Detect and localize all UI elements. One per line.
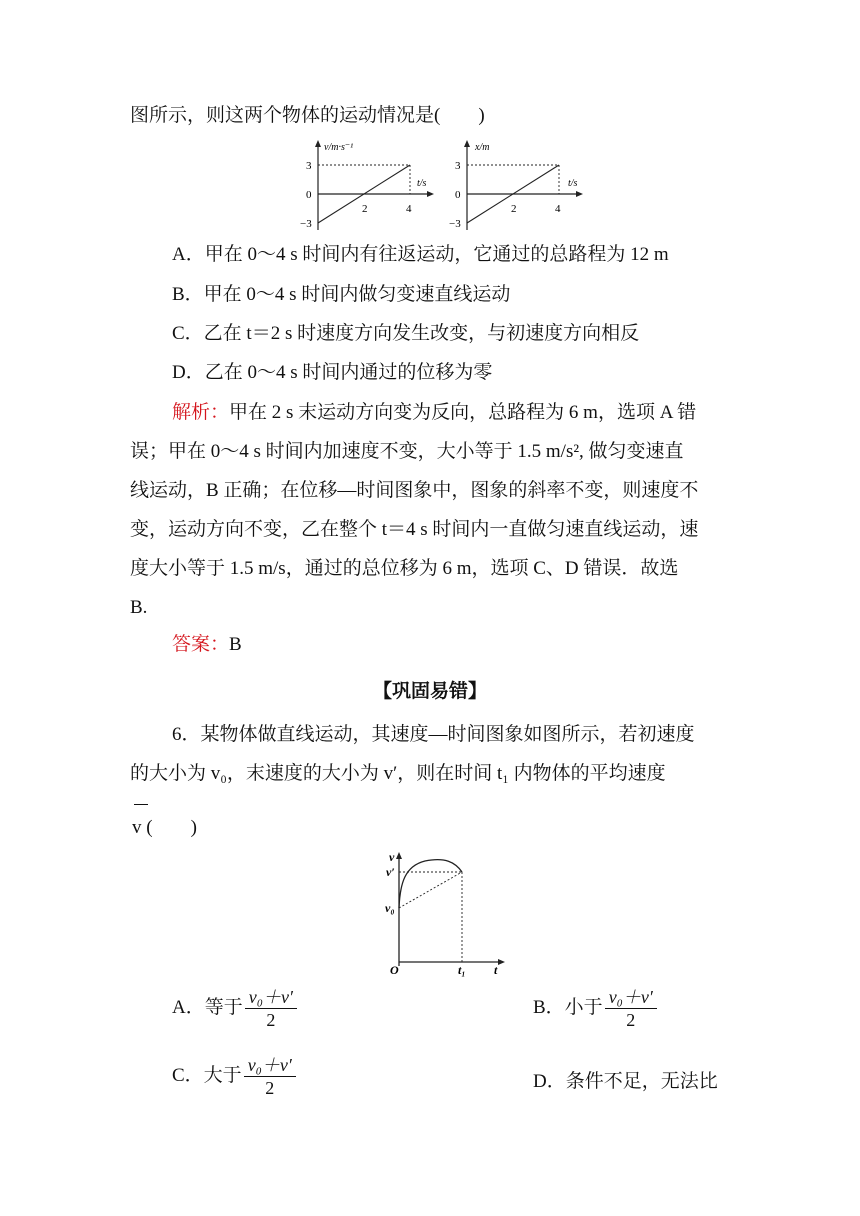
q6-graph-ytick-v0: v₀	[385, 901, 395, 915]
q5-graphs	[0, 138, 860, 238]
q5-option-b: B．甲在 0～4 s 时间内做匀变速直线运动	[172, 284, 511, 305]
q6-stem-line-2: 的大小为 v₀，末速度的大小为 v′，则在时间 t₁ 内物体的平均速度	[130, 763, 666, 784]
q6-graph-ytick-vprime: v′	[386, 865, 395, 879]
q6-option-d	[533, 1066, 718, 1093]
graph-xt-xtick-2: 2	[511, 203, 517, 215]
answer-label: 答案：	[172, 634, 230, 655]
q6-option-a-num: v₀＋v′	[245, 986, 297, 1009]
q6-option-a	[172, 986, 297, 1031]
q6-option-c-prefix: C．大于	[172, 1064, 242, 1086]
q6-option-b-num: v₀＋v′	[605, 986, 657, 1009]
graph-vt-xtick-2: 2	[362, 203, 368, 215]
q6-graph-origin: O	[390, 963, 399, 977]
q6-option-c-den: 2	[265, 1078, 275, 1098]
section-title: 【巩固易错】	[372, 681, 487, 702]
q6-option-b-den: 2	[626, 1010, 636, 1030]
q6-option-a-den: 2	[266, 1010, 276, 1030]
analysis-line-6: B.	[130, 597, 148, 618]
analysis-text-1: 甲在 2 s 末运动方向变为反向，总路程为 6 m，选项 A 错	[229, 402, 697, 423]
graph-vt-ytick-0: 0	[306, 189, 312, 201]
q6-option-a-prefix: A．等于	[172, 996, 243, 1018]
q6-option-c	[172, 1054, 296, 1099]
graph-vt-xtick-4: 4	[406, 203, 412, 215]
analysis-line-5: 度大小等于 1.5 m/s，通过的总位移为 6 m，选项 C、D 错误．故选	[130, 558, 679, 579]
q5-option-d: D．乙在 0～4 s 时间内通过的位移为零	[172, 362, 493, 383]
graph-xt-ytick-neg3: −3	[449, 218, 461, 230]
q5-stem-tail: 图所示，则这两个物体的运动情况是( )	[130, 105, 485, 126]
q6-stem-tail-wrap	[132, 816, 197, 840]
q6-graph	[0, 848, 860, 978]
q6-option-d-prefix: D．条件不足，无法比	[533, 1071, 718, 1092]
graph-xt-ytick-0: 0	[455, 189, 461, 201]
q6-stem-line-1: 6．某物体做直线运动，其速度—时间图象如图所示，若初速度	[172, 724, 695, 745]
q6-option-c-num: v₀＋v′	[244, 1054, 296, 1077]
graph-vt-ytick-neg3: −3	[300, 218, 312, 230]
graph-vt-xlabel: t/s	[417, 178, 427, 189]
overline-bar	[134, 804, 148, 805]
graph-xt-xlabel: t/s	[568, 178, 578, 189]
analysis-line-4: 变，运动方向不变，乙在整个 t＝4 s 时间内一直做匀速直线运动，速	[130, 519, 699, 540]
analysis-line-1	[172, 401, 696, 425]
answer-value: B	[229, 634, 242, 655]
q6-graph-xtick-t1: t₁	[458, 963, 466, 977]
graph-xt-ylabel: x/m	[475, 142, 490, 153]
analysis-line-3: 线运动，B 正确；在位移—时间图象中，图象的斜率不变，则速度不	[130, 480, 699, 501]
graph-vt	[300, 140, 434, 230]
graph-xt-ytick-3: 3	[455, 160, 461, 172]
q6-graph-ylabel: v	[389, 850, 395, 864]
graph-xt	[449, 140, 583, 230]
q6-option-b-prefix: B．小于	[533, 996, 603, 1018]
q6-option-b	[533, 986, 657, 1031]
analysis-line-2: 误；甲在 0～4 s 时间内加速度不变，大小等于 1.5 m/s², 做匀变速直	[130, 441, 684, 462]
q5-option-a: A．甲在 0～4 s 时间内有往返运动，它通过的总路程为 12 m	[172, 244, 669, 265]
q5-option-c: C．乙在 t＝2 s 时速度方向发生改变，与初速度方向相反	[172, 323, 640, 344]
graph-vt-ytick-3: 3	[306, 160, 312, 172]
graph-vt-ylabel: v/m·s⁻¹	[324, 142, 354, 153]
graph-xt-xtick-4: 4	[555, 203, 561, 215]
q6-option-b-fraction	[605, 986, 657, 1031]
q6-graph-xlabel: t	[494, 963, 498, 977]
q6-option-a-fraction	[245, 986, 297, 1031]
answer-line	[172, 633, 242, 657]
q6-option-c-fraction	[244, 1054, 296, 1099]
q6-stem-tail: v ( )	[132, 817, 197, 838]
analysis-label: 解析：	[172, 402, 230, 423]
